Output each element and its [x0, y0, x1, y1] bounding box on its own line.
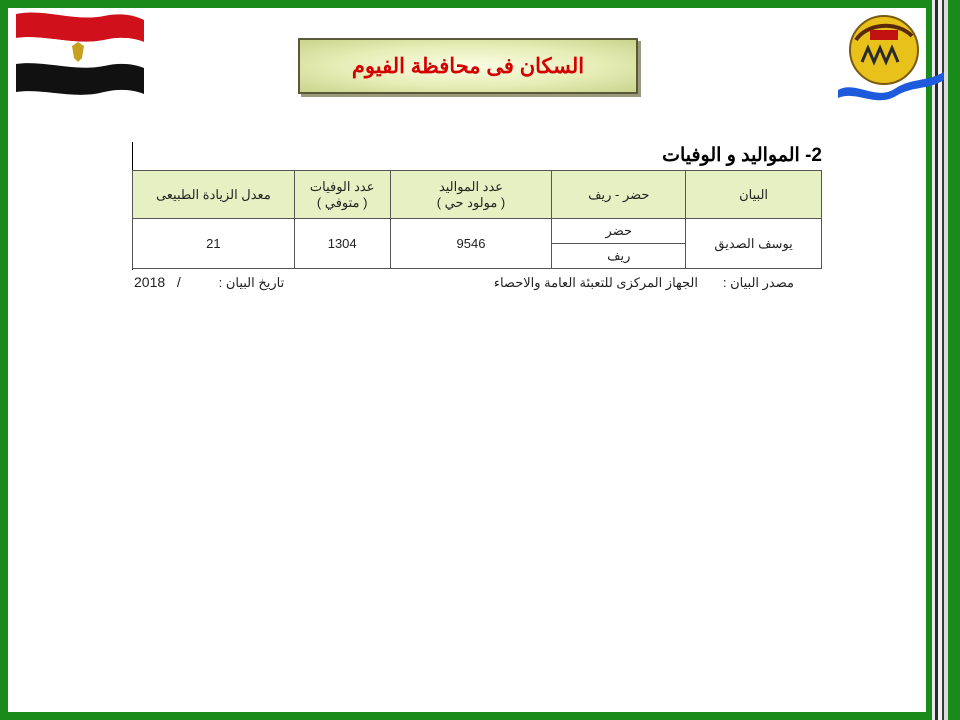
- title-banner: [298, 38, 638, 94]
- date-line: [134, 274, 284, 291]
- sub-rural-label: ريف: [552, 244, 686, 269]
- egypt-flag-icon: [14, 8, 146, 104]
- source-label: مصدر البيان :: [722, 275, 794, 290]
- district-name: يوسف الصديق: [686, 219, 822, 269]
- table-row: [133, 219, 822, 244]
- deaths-value: 1304: [294, 219, 390, 269]
- date-value: 2018 /: [134, 274, 181, 290]
- date-label: تاريخ البيان :: [218, 275, 285, 290]
- col-header-deaths: عدد الوفيات ( متوفي ): [294, 171, 390, 219]
- page-title: السكان فى محافظة الفيوم: [351, 54, 585, 78]
- col-header-statement: البيان: [686, 171, 822, 219]
- col-header-births: عدد المواليد ( مولود حي ): [390, 171, 552, 219]
- decorative-film-strip: [926, 0, 960, 720]
- births-deaths-table: [132, 170, 822, 269]
- natural-increase-value: 21: [133, 219, 295, 269]
- table-header-row: [133, 171, 822, 219]
- source-value: الجهاز المركزى للتعبئة العامة والاحصاء: [493, 275, 698, 290]
- fayoum-governorate-logo: [836, 10, 948, 104]
- col-header-urban-rural: حضر - ريف: [552, 171, 686, 219]
- births-value: 9546: [390, 219, 552, 269]
- section-heading: 2- المواليد و الوفيات: [662, 145, 822, 166]
- col-header-natural-increase: معدل الزيادة الطبيعى: [133, 171, 295, 219]
- sub-urban-label: حضر: [552, 219, 686, 244]
